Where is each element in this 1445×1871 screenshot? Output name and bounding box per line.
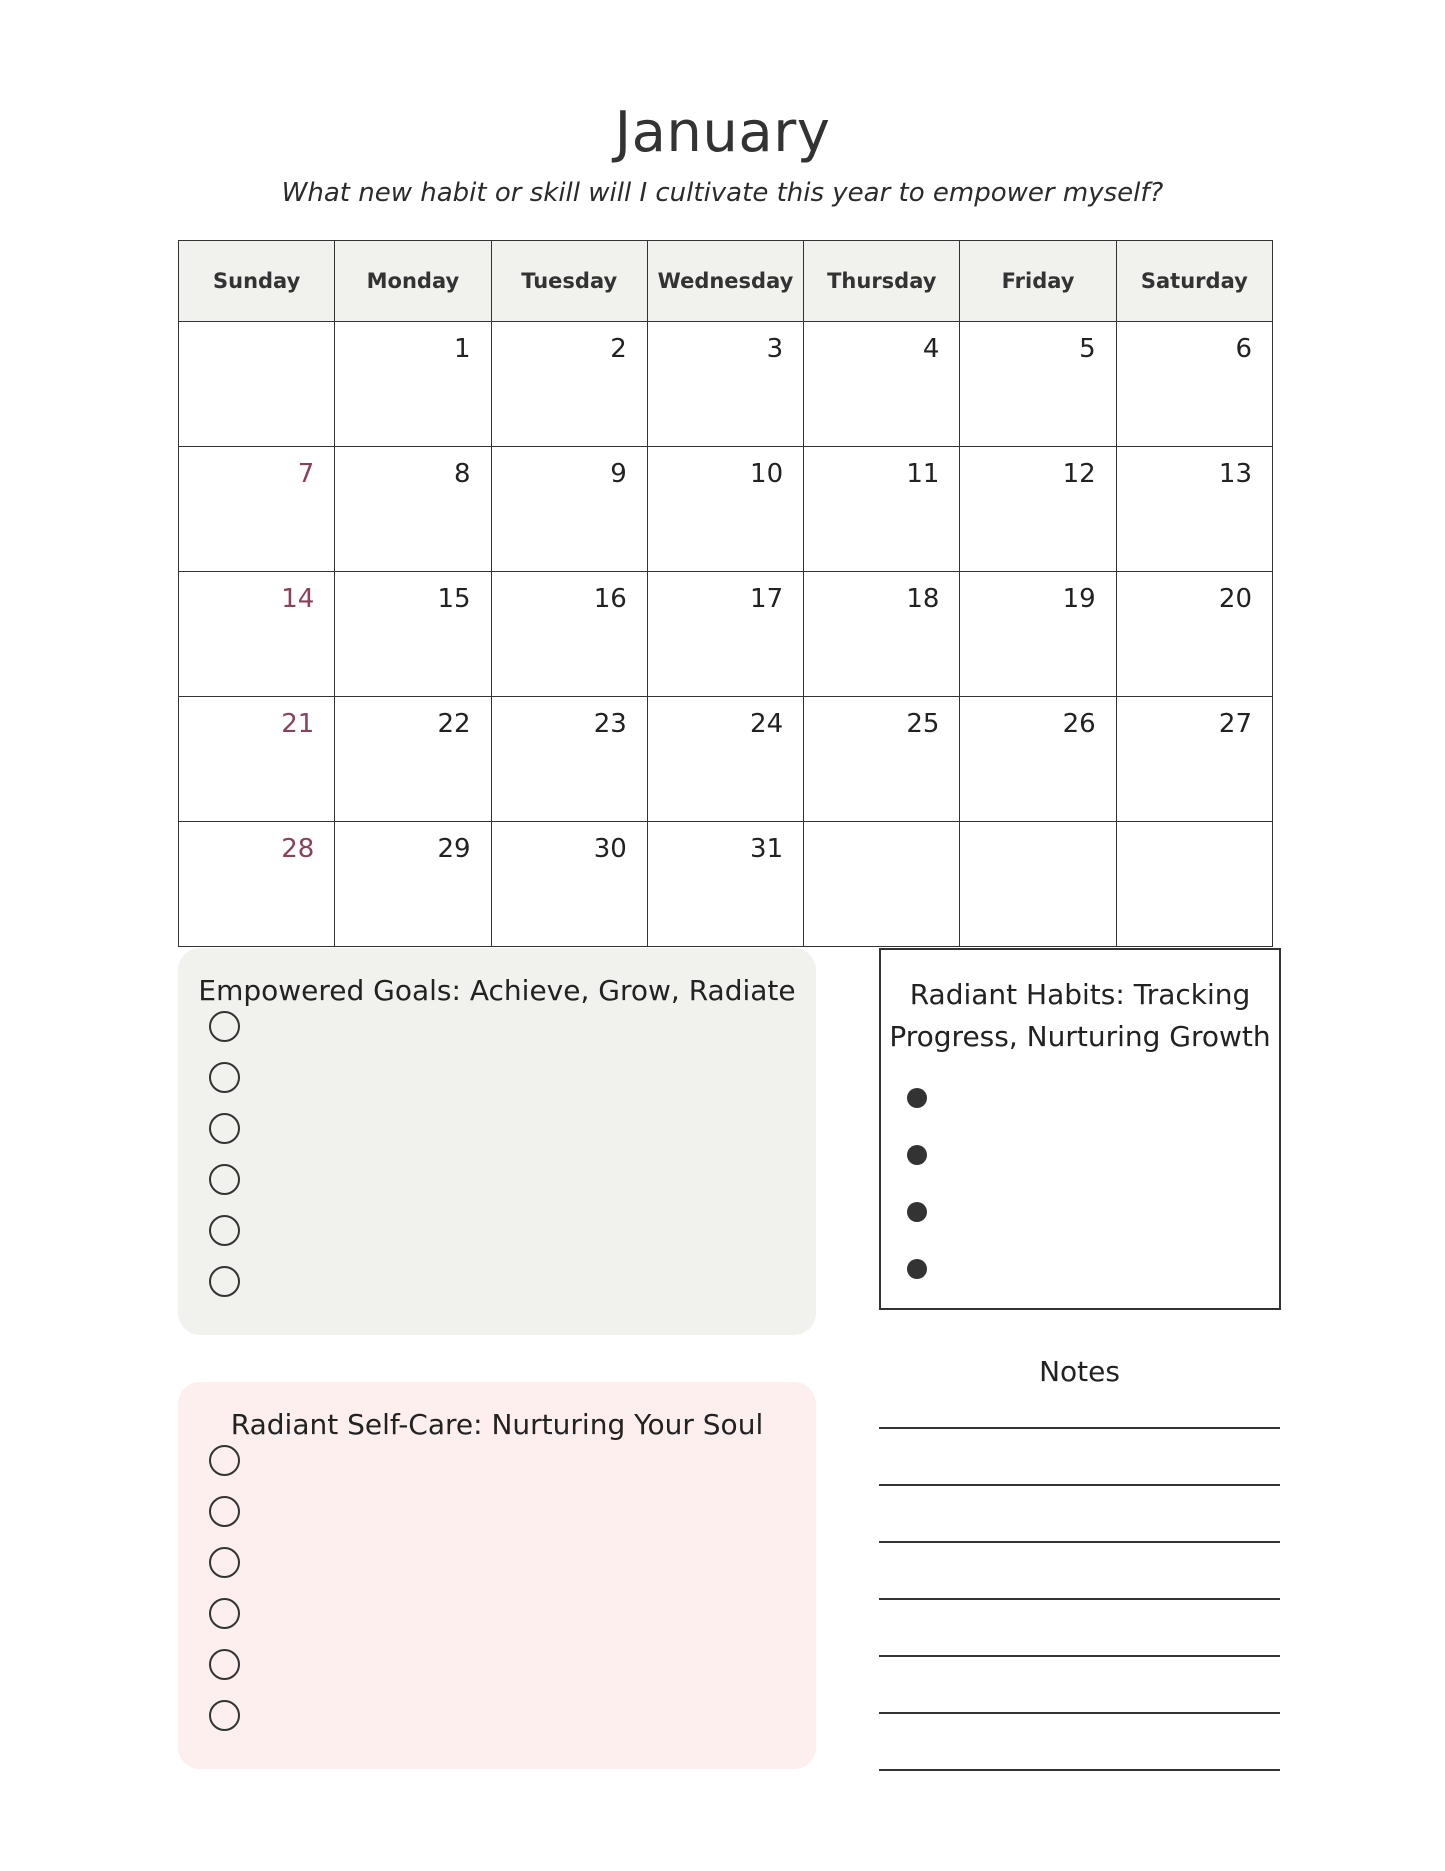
day-cell[interactable]: 7 <box>179 447 335 572</box>
day-cell[interactable]: 27 <box>1116 697 1272 822</box>
calendar-grid <box>178 240 1273 947</box>
note-line[interactable] <box>879 1712 1280 1714</box>
day-cell[interactable]: 30 <box>491 822 647 947</box>
day-cell[interactable]: 18 <box>804 572 960 697</box>
day-cell[interactable]: 31 <box>647 822 803 947</box>
weekday-sunday: Sunday <box>179 241 335 322</box>
day-cell[interactable]: 17 <box>647 572 803 697</box>
checkbox-circle[interactable] <box>209 1649 240 1680</box>
week-row <box>179 822 1273 947</box>
weekday-saturday: Saturday <box>1116 241 1272 322</box>
day-cell[interactable] <box>179 322 335 447</box>
note-line[interactable] <box>879 1769 1280 1771</box>
checkbox-circle[interactable] <box>209 1266 240 1297</box>
checkbox-circle[interactable] <box>209 1445 240 1476</box>
checkbox-circle[interactable] <box>209 1062 240 1093</box>
notes-lines <box>879 1427 1280 1826</box>
bullet-icon <box>907 1202 927 1222</box>
weekday-wednesday: Wednesday <box>647 241 803 322</box>
day-cell[interactable]: 16 <box>491 572 647 697</box>
checkbox-circle[interactable] <box>209 1011 240 1042</box>
day-cell[interactable] <box>1116 822 1272 947</box>
day-cell[interactable]: 6 <box>1116 322 1272 447</box>
checkbox-circle[interactable] <box>209 1164 240 1195</box>
day-cell[interactable]: 26 <box>960 697 1116 822</box>
note-line[interactable] <box>879 1427 1280 1429</box>
day-cell[interactable] <box>960 822 1116 947</box>
weekday-monday: Monday <box>335 241 491 322</box>
day-cell[interactable]: 23 <box>491 697 647 822</box>
checkbox-circle[interactable] <box>209 1496 240 1527</box>
day-cell[interactable]: 8 <box>335 447 491 572</box>
day-cell[interactable]: 19 <box>960 572 1116 697</box>
day-cell[interactable]: 1 <box>335 322 491 447</box>
day-cell[interactable]: 10 <box>647 447 803 572</box>
day-cell[interactable]: 14 <box>179 572 335 697</box>
checkbox-circle[interactable] <box>209 1700 240 1731</box>
goals-box <box>178 948 816 1335</box>
checkbox-circle[interactable] <box>209 1113 240 1144</box>
week-row <box>179 447 1273 572</box>
habits-box <box>879 948 1281 1310</box>
day-cell[interactable]: 2 <box>491 322 647 447</box>
week-row <box>179 322 1273 447</box>
checkbox-circle[interactable] <box>209 1215 240 1246</box>
day-cell[interactable]: 29 <box>335 822 491 947</box>
day-cell[interactable]: 28 <box>179 822 335 947</box>
day-cell[interactable]: 13 <box>1116 447 1272 572</box>
day-cell[interactable]: 3 <box>647 322 803 447</box>
day-cell[interactable]: 15 <box>335 572 491 697</box>
day-cell[interactable]: 9 <box>491 447 647 572</box>
day-cell[interactable]: 11 <box>804 447 960 572</box>
note-line[interactable] <box>879 1541 1280 1543</box>
day-cell[interactable]: 20 <box>1116 572 1272 697</box>
weekday-friday: Friday <box>960 241 1116 322</box>
bullet-icon <box>907 1145 927 1165</box>
weekday-thursday: Thursday <box>804 241 960 322</box>
week-row <box>179 697 1273 822</box>
note-line[interactable] <box>879 1598 1280 1600</box>
note-line[interactable] <box>879 1484 1280 1486</box>
habits-title: Radiant Habits: Tracking Progress, Nurturing Growth <box>889 978 1271 1053</box>
habits-bullet-list <box>907 1088 927 1316</box>
bullet-icon <box>907 1088 927 1108</box>
day-cell[interactable]: 5 <box>960 322 1116 447</box>
selfcare-box <box>178 1382 816 1769</box>
day-cell[interactable]: 21 <box>179 697 335 822</box>
day-cell[interactable]: 25 <box>804 697 960 822</box>
bullet-icon <box>907 1259 927 1279</box>
week-row <box>179 572 1273 697</box>
day-cell[interactable] <box>804 822 960 947</box>
weekday-tuesday: Tuesday <box>491 241 647 322</box>
reflection-prompt: What new habit or skill will I cultivate this year to empower myself? <box>281 178 1164 208</box>
goals-checklist <box>209 1011 240 1317</box>
day-cell[interactable]: 12 <box>960 447 1116 572</box>
page-title: January <box>614 100 831 165</box>
weekday-header-row <box>179 241 1273 322</box>
selfcare-title: Radiant Self-Care: Nurturing Your Soul <box>230 1408 764 1441</box>
notes-title: Notes <box>1039 1355 1120 1388</box>
checkbox-circle[interactable] <box>209 1547 240 1578</box>
day-cell[interactable]: 24 <box>647 697 803 822</box>
goals-title: Empowered Goals: Achieve, Grow, Radiate <box>198 974 796 1007</box>
day-cell[interactable]: 4 <box>804 322 960 447</box>
selfcare-checklist <box>209 1445 240 1751</box>
checkbox-circle[interactable] <box>209 1598 240 1629</box>
day-cell[interactable]: 22 <box>335 697 491 822</box>
note-line[interactable] <box>879 1655 1280 1657</box>
